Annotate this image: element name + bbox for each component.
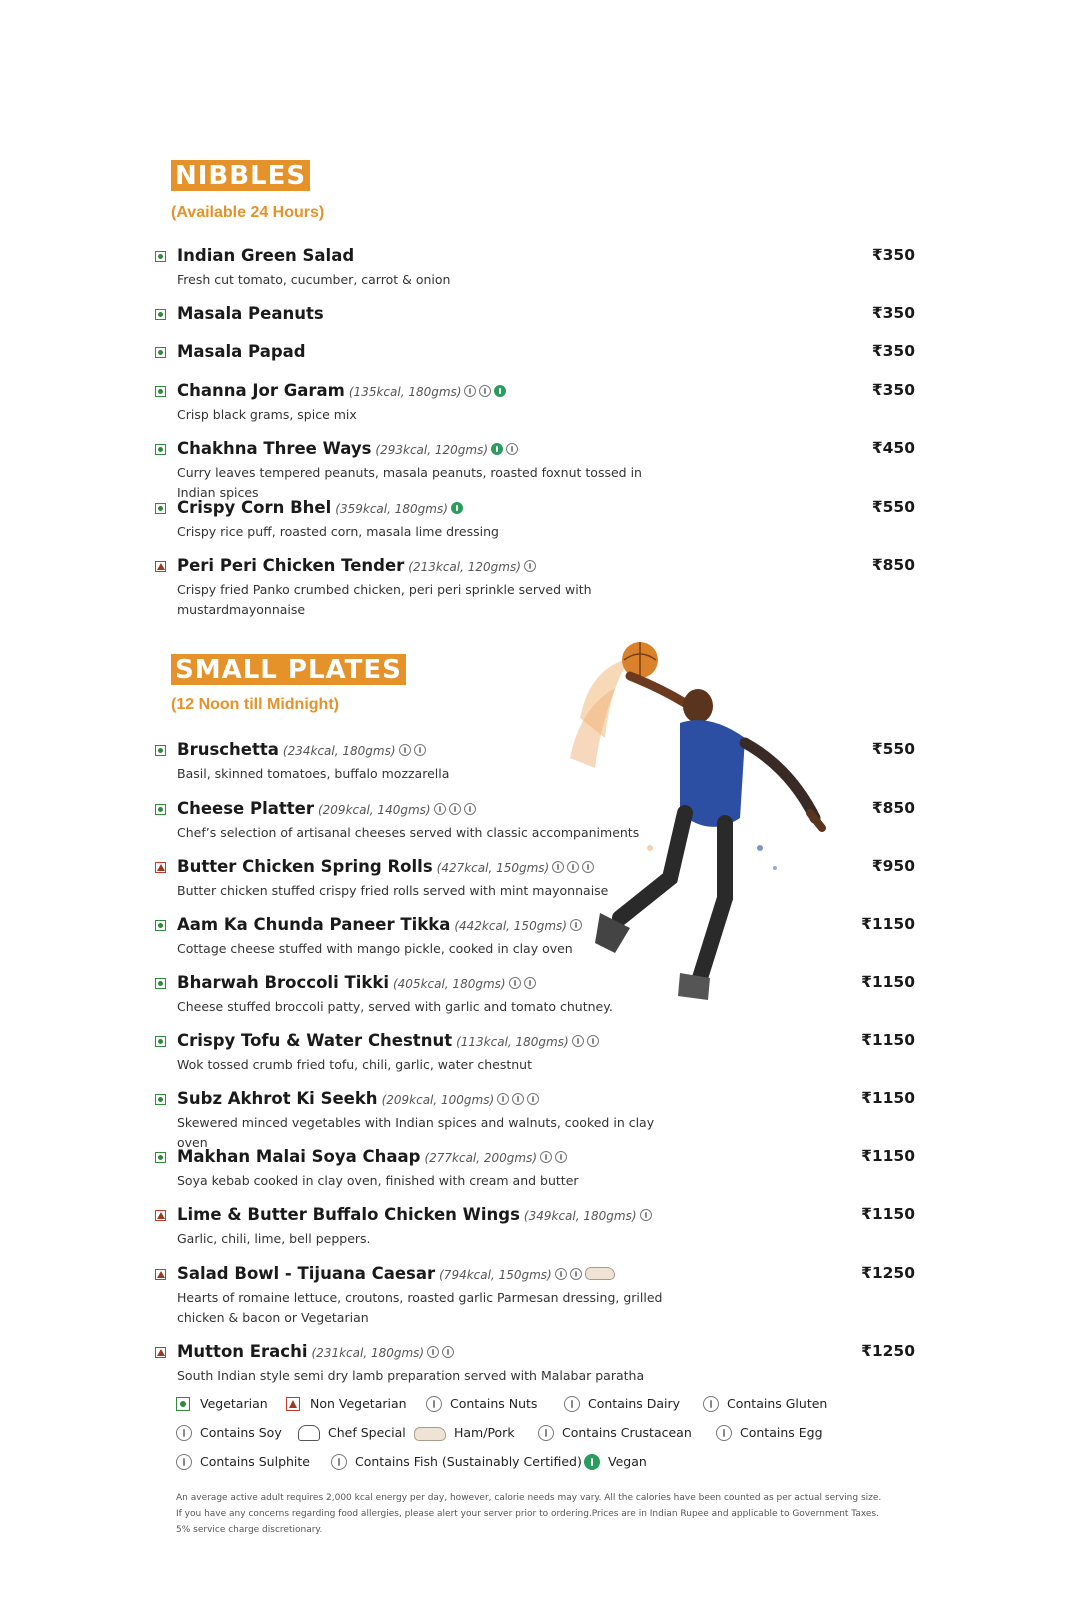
pork-icon xyxy=(585,1267,615,1280)
section-title-nibbles: NIBBLES xyxy=(171,160,310,191)
menu-item-title: Makhan Malai Soya Chaap xyxy=(177,1147,421,1166)
gluten-icon xyxy=(524,560,536,572)
legend-label: Contains Egg xyxy=(740,1425,823,1440)
menu-item-name xyxy=(177,857,594,876)
gluten-icon xyxy=(442,1346,454,1358)
section-title-small-plates: SMALL PLATES xyxy=(171,654,406,685)
gluten-icon xyxy=(555,1151,567,1163)
menu-item-title: Channa Jor Garam xyxy=(177,381,345,400)
menu-item-price: ₹1150 xyxy=(861,1205,915,1223)
menu-item-name xyxy=(177,342,306,361)
pork-icon xyxy=(414,1427,446,1441)
menu-item-description: Curry leaves tempered peanuts, masala peanuts, roasted foxnut tossed in Indian spices xyxy=(177,465,642,500)
dairy-icon xyxy=(564,1396,580,1412)
menu-item-nutrition: (293kcal, 120gms) xyxy=(375,443,489,457)
legend-label: Ham/Pork xyxy=(454,1425,515,1440)
menu-item-title: Butter Chicken Spring Rolls xyxy=(177,857,433,876)
veg-marker-icon xyxy=(155,920,166,931)
menu-item-price: ₹1250 xyxy=(861,1264,915,1282)
legend-label: Contains Soy xyxy=(200,1425,282,1440)
menu-item-description: Cheese stuffed broccoli patty, served with garlic and tomato chutney. xyxy=(177,999,613,1014)
menu-item-price: ₹850 xyxy=(871,799,915,817)
nonveg-marker-icon xyxy=(155,561,166,572)
dairy-icon xyxy=(540,1151,552,1163)
section-subtitle-nibbles: (Available 24 Hours) xyxy=(171,204,325,221)
menu-item-nutrition: (209kcal, 100gms) xyxy=(381,1093,495,1107)
dairy-icon xyxy=(582,861,594,873)
footnote-line: If you have any concerns regarding food allergies, please alert your server prior to ordering.Prices are in Indian Rupee and applicable to Government Taxes. xyxy=(176,1509,879,1519)
veg-marker-icon xyxy=(155,804,166,815)
nuts-icon xyxy=(552,861,564,873)
menu-item-name xyxy=(177,1342,454,1361)
menu-item-price: ₹350 xyxy=(871,342,915,360)
menu-item-description: South Indian style semi dry lamb preparation served with Malabar paratha xyxy=(177,1368,645,1383)
chef-hat-icon xyxy=(298,1425,320,1441)
menu-item-title: Bharwah Broccoli Tikki xyxy=(177,973,389,992)
footnote xyxy=(176,1490,901,1538)
menu-item-nutrition: (135kcal, 180gms) xyxy=(348,385,462,399)
vegan-icon xyxy=(584,1454,600,1470)
legend-item xyxy=(584,1454,647,1470)
veg-marker-icon xyxy=(155,251,166,262)
legend-label: Contains Nuts xyxy=(450,1396,538,1411)
menu-item-name xyxy=(177,1205,652,1224)
menu-item-price: ₹950 xyxy=(871,857,915,875)
menu-item-description: Crispy rice puff, roasted corn, masala lime dressing xyxy=(177,524,499,539)
dairy-icon xyxy=(427,1346,439,1358)
menu-item-price: ₹1150 xyxy=(861,1147,915,1165)
menu-item-description: Hearts of romaine lettuce, croutons, roasted garlic Parmesan dressing, grilled chicken & bacon or Vegetarian xyxy=(177,1290,663,1325)
legend-item xyxy=(703,1396,827,1412)
menu-item-price: ₹350 xyxy=(871,304,915,322)
dairy-icon xyxy=(512,1093,524,1105)
menu-item-price: ₹1150 xyxy=(861,1031,915,1049)
dairy-icon xyxy=(570,919,582,931)
veg-marker-icon xyxy=(155,386,166,397)
menu-item-nutrition: (234kcal, 180gms) xyxy=(282,744,396,758)
menu-item-description: Chef’s selection of artisanal cheeses served with classic accompaniments xyxy=(177,825,640,840)
menu-item-price: ₹1150 xyxy=(861,973,915,991)
nonveg-marker-icon xyxy=(286,1397,300,1411)
vegan-icon xyxy=(491,443,503,455)
menu-item-name xyxy=(177,439,518,458)
menu-item-price: ₹350 xyxy=(871,381,915,399)
gluten-icon xyxy=(479,385,491,397)
menu-item-nutrition: (349kcal, 180gms) xyxy=(523,1209,637,1223)
nonveg-marker-icon xyxy=(155,1347,166,1358)
veg-marker-icon xyxy=(155,1094,166,1105)
menu-item-price: ₹550 xyxy=(871,498,915,516)
legend-item xyxy=(716,1425,823,1441)
menu-item-name xyxy=(177,1031,599,1050)
legend-label: Vegetarian xyxy=(200,1396,268,1411)
veg-marker-icon xyxy=(155,347,166,358)
menu-item-title: Crispy Corn Bhel xyxy=(177,498,332,517)
legend-item xyxy=(176,1396,268,1411)
menu-item-title: Chakhna Three Ways xyxy=(177,439,372,458)
veg-marker-icon xyxy=(155,978,166,989)
footnote-line: 5% service charge discretionary. xyxy=(176,1525,323,1535)
menu-item-description: Wok tossed crumb fried tofu, chili, garlic, water chestnut xyxy=(177,1057,532,1072)
menu-item-price: ₹1150 xyxy=(861,1089,915,1107)
menu-item-nutrition: (794kcal, 150gms) xyxy=(439,1268,552,1282)
soy-icon xyxy=(176,1425,192,1441)
veg-marker-icon xyxy=(176,1397,190,1411)
menu-item-description: Garlic, chili, lime, bell peppers. xyxy=(177,1231,371,1246)
menu-item-nutrition: (359kcal, 180gms) xyxy=(335,502,448,516)
legend-label: Chef Special xyxy=(328,1425,406,1440)
gluten-icon xyxy=(703,1396,719,1412)
dairy-icon xyxy=(555,1268,567,1280)
menu-item-description: Crisp black grams, spice mix xyxy=(177,407,357,422)
veg-marker-icon xyxy=(155,745,166,756)
veg-marker-icon xyxy=(155,309,166,320)
gluten-icon xyxy=(399,744,411,756)
nuts-icon xyxy=(434,803,446,815)
legend-item xyxy=(564,1396,680,1412)
menu-item-description: Crispy fried Panko crumbed chicken, peri peri sprinkle served with mustardmayonnaise xyxy=(177,582,592,617)
nuts-icon xyxy=(426,1396,442,1412)
menu-item-price: ₹550 xyxy=(871,740,915,758)
menu-item-name xyxy=(177,1264,615,1283)
menu-item-description: Cottage cheese stuffed with mango pickle, cooked in clay oven xyxy=(177,941,573,956)
menu-item-name xyxy=(177,915,582,934)
dairy-icon xyxy=(414,744,426,756)
legend-label: Non Vegetarian xyxy=(310,1396,407,1411)
menu-item-name xyxy=(177,381,506,400)
dairy-icon xyxy=(464,803,476,815)
menu-item-nutrition: (405kcal, 180gms) xyxy=(392,977,506,991)
menu-item-title: Cheese Platter xyxy=(177,799,314,818)
legend-label: Contains Dairy xyxy=(588,1396,681,1411)
menu-item-title: Lime & Butter Buffalo Chicken Wings xyxy=(177,1205,520,1224)
soy-icon xyxy=(464,385,476,397)
menu-item-title: Subz Akhrot Ki Seekh xyxy=(177,1089,378,1108)
legend-item xyxy=(298,1425,406,1441)
legend-label: Contains Gluten xyxy=(727,1396,828,1411)
menu-item-price: ₹1250 xyxy=(861,1342,915,1360)
menu-item-description: Fresh cut tomato, cucumber, carrot & onion xyxy=(177,272,451,287)
section-subtitle-small-plates: (12 Noon till Midnight) xyxy=(171,696,339,713)
menu-item-nutrition: (277kcal, 200gms) xyxy=(424,1151,538,1165)
legend-item xyxy=(286,1396,407,1411)
gluten-icon xyxy=(524,977,536,989)
menu-item-name xyxy=(177,304,324,323)
gluten-icon xyxy=(567,861,579,873)
menu-item-title: Bruschetta xyxy=(177,740,279,759)
menu-item-nutrition: (427kcal, 150gms) xyxy=(436,861,550,875)
menu-item-nutrition: (113kcal, 180gms) xyxy=(456,1035,569,1049)
gluten-icon xyxy=(572,1035,584,1047)
legend-item xyxy=(331,1454,582,1470)
gluten-icon xyxy=(497,1093,509,1105)
legend-item xyxy=(414,1425,515,1441)
gluten-icon xyxy=(449,803,461,815)
menu-item-name xyxy=(177,799,476,818)
legend-item xyxy=(176,1454,310,1470)
veg-marker-icon xyxy=(155,1036,166,1047)
menu-item-name xyxy=(177,973,536,992)
menu-item-name xyxy=(177,1089,539,1108)
menu-item-price: ₹450 xyxy=(871,439,915,457)
menu-item-description: Soya kebab cooked in clay oven, finished with cream and butter xyxy=(177,1173,579,1188)
legend-label: Vegan xyxy=(608,1454,647,1469)
gluten-icon xyxy=(640,1209,652,1221)
menu-item-title: Masala Papad xyxy=(177,342,306,361)
nonveg-marker-icon xyxy=(155,1210,166,1221)
menu-item-nutrition: (213kcal, 120gms) xyxy=(408,560,521,574)
soy-icon xyxy=(587,1035,599,1047)
menu-item-title: Crispy Tofu & Water Chestnut xyxy=(177,1031,453,1050)
crustacean-icon xyxy=(538,1425,554,1441)
menu-item-name xyxy=(177,556,536,575)
menu-item-title: Mutton Erachi xyxy=(177,1342,308,1361)
menu-item-name xyxy=(177,740,426,759)
menu-item-name xyxy=(177,1147,567,1166)
nuts-icon xyxy=(527,1093,539,1105)
menu-item-description: Skewered minced vegetables with Indian spices and walnuts, cooked in clay oven xyxy=(177,1115,655,1150)
menu-item-name xyxy=(177,498,463,517)
egg-icon xyxy=(716,1425,732,1441)
menu-item-title: Aam Ka Chunda Paneer Tikka xyxy=(177,915,451,934)
menu-item-nutrition: (209kcal, 140gms) xyxy=(317,803,431,817)
menu-item-name xyxy=(177,246,354,265)
dairy-icon xyxy=(509,977,521,989)
menu-item-description: Basil, skinned tomatoes, buffalo mozzarella xyxy=(177,766,450,781)
legend-label: Contains Crustacean xyxy=(562,1425,692,1440)
legend-label: Contains Fish (Sustainably Certified) xyxy=(355,1454,582,1469)
menu-item-nutrition: (442kcal, 150gms) xyxy=(454,919,567,933)
sulphite-icon xyxy=(176,1454,192,1470)
menu-item-price: ₹350 xyxy=(871,246,915,264)
legend-label: Contains Sulphite xyxy=(200,1454,310,1469)
fish-icon xyxy=(331,1454,347,1470)
veg-marker-icon xyxy=(155,1152,166,1163)
legend-item xyxy=(426,1396,537,1412)
vegan-icon xyxy=(494,385,506,397)
veg-marker-icon xyxy=(155,503,166,514)
gluten-icon xyxy=(570,1268,582,1280)
nonveg-marker-icon xyxy=(155,1269,166,1280)
legend-item xyxy=(538,1425,692,1441)
legend-item xyxy=(176,1425,282,1441)
nonveg-marker-icon xyxy=(155,862,166,873)
menu-item-title: Masala Peanuts xyxy=(177,304,324,323)
veg-marker-icon xyxy=(155,444,166,455)
menu-item-title: Peri Peri Chicken Tender xyxy=(177,556,405,575)
nuts-icon xyxy=(506,443,518,455)
menu-item-title: Indian Green Salad xyxy=(177,246,355,265)
menu-item-nutrition: (231kcal, 180gms) xyxy=(311,1346,425,1360)
footnote-line: An average active adult requires 2,000 kcal energy per day, however, calorie needs may vary. All the calories have been counted as per actual serving size. xyxy=(176,1493,882,1503)
menu-item-price: ₹1150 xyxy=(861,915,915,933)
menu-item-description: Butter chicken stuffed crispy fried rolls served with mint mayonnaise xyxy=(177,883,609,898)
vegan-icon xyxy=(451,502,463,514)
menu-item-title: Salad Bowl - Tijuana Caesar xyxy=(177,1264,436,1283)
menu-item-price: ₹850 xyxy=(871,556,915,574)
